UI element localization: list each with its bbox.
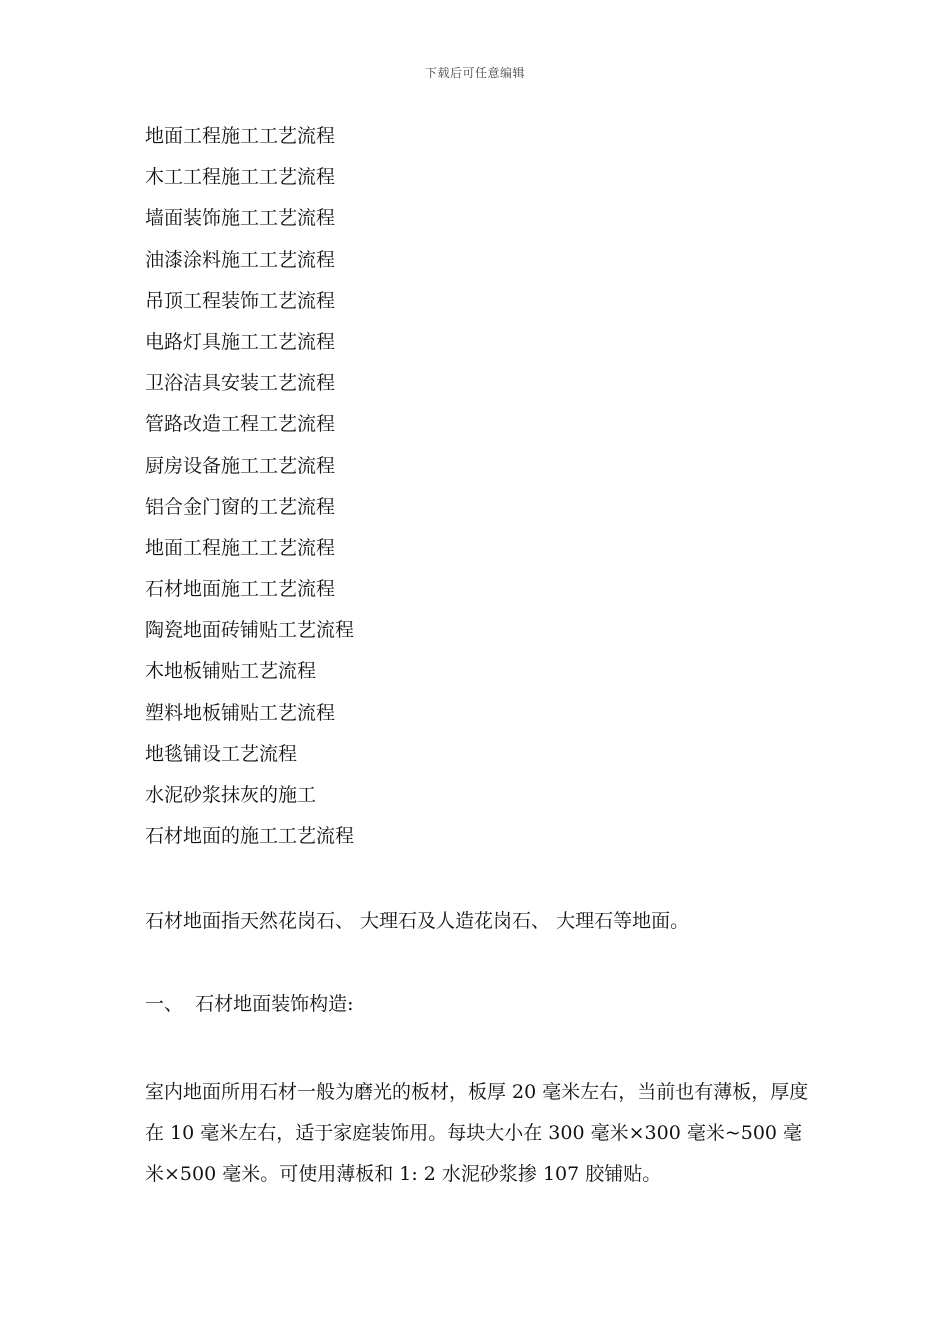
body-paragraph: 室内地面所用石材一般为磨光的板材，板厚 20 毫米左右，当前也有薄板，厚度在 10 毫米左右，适于家庭装饰用。每块大小在 300 毫米×300 毫米~500 毫米×500 毫米。可使用薄板和 1: 2 水泥砂浆掺 107 胶铺贴。 <box>145 1081 809 1185</box>
toc-item: 陶瓷地面砖铺贴工艺流程 <box>145 619 355 642</box>
toc-item: 木地板铺贴工艺流程 <box>145 660 317 683</box>
toc-item: 电路灯具施工工艺流程 <box>145 330 336 353</box>
toc-item: 油漆涂料施工工艺流程 <box>145 248 336 271</box>
toc-item: 地面工程施工工艺流程 <box>145 536 336 559</box>
toc-item: 铝合金门窗的工艺流程 <box>145 495 336 518</box>
toc-item: 地毯铺设工艺流程 <box>145 742 298 765</box>
toc-item: 塑料地板铺贴工艺流程 <box>145 701 336 724</box>
section-heading: 一、 石材地面装饰构造: <box>145 993 354 1015</box>
toc-item: 厨房设备施工工艺流程 <box>145 454 336 477</box>
toc-item: 木工工程施工工艺流程 <box>145 166 336 189</box>
toc-item: 卫浴洁具安装工艺流程 <box>145 372 336 395</box>
toc-item: 墙面装饰施工工艺流程 <box>145 207 336 230</box>
toc-item: 管路改造工程工艺流程 <box>145 413 336 436</box>
table-of-contents <box>145 124 354 865</box>
toc-item: 石材地面的施工工艺流程 <box>145 825 355 848</box>
toc-item: 水泥砂浆抹灰的施工 <box>145 784 317 806</box>
intro-paragraph: 石材地面指天然花岗石、 大理石及人造花岗石、 大理石等地面。 <box>145 910 690 932</box>
toc-item: 地面工程施工工艺流程 <box>145 125 336 147</box>
toc-item: 吊顶工程装饰工艺流程 <box>145 289 336 312</box>
toc-item: 石材地面施工工艺流程 <box>145 578 336 601</box>
page-header: 下载后可任意编辑 <box>424 66 525 80</box>
